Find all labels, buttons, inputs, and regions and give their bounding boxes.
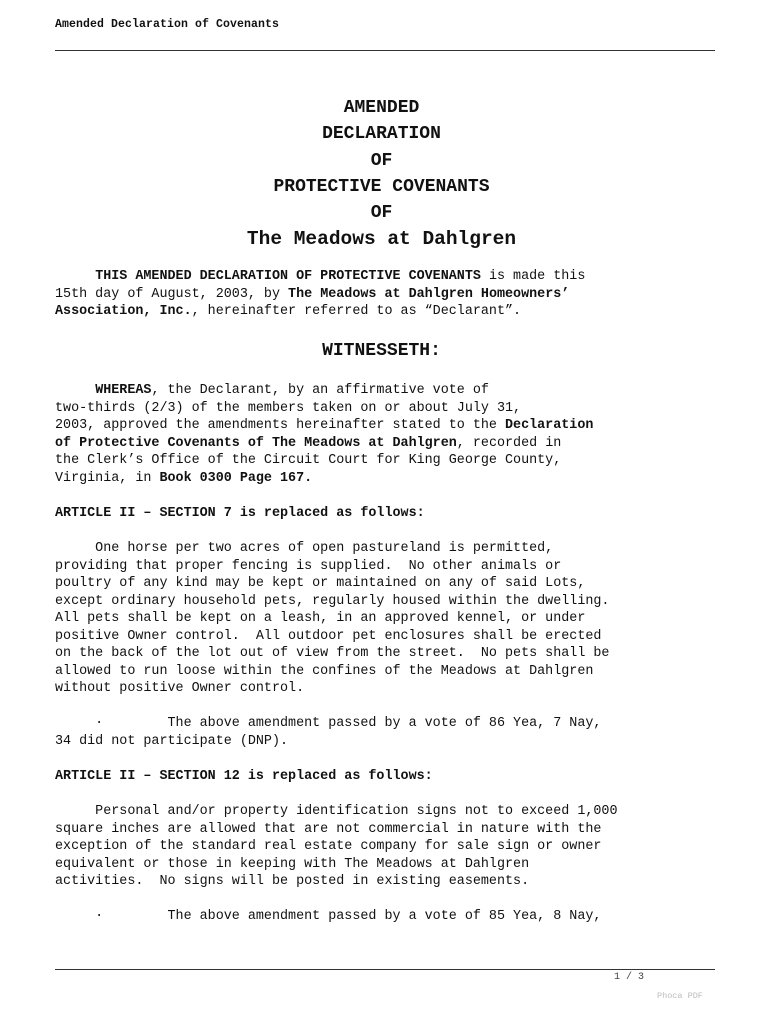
title-line-declaration: DECLARATION [322, 124, 441, 145]
witnesseth-heading: WITNESSETH: [322, 341, 441, 361]
article-12-body: Personal and/or property identification signs not to exceed 1,000 square inches are allowed that are not commercial in nature with the exception of the standard real estate company for sale sign or owner equivalent or those in keeping with The Meadows at Dahlgren activities. No signs will be posted in existing easements. [55, 804, 618, 889]
whereas-bold: WHEREAS [95, 383, 152, 398]
header-divider [55, 50, 715, 51]
article-7-vote: · The above amendment passed by a vote of 86 Yea, 7 Nay, 34 did not participate (DNP). [55, 716, 602, 749]
page-number: 1 / 3 [614, 972, 645, 983]
footer-brand-link[interactable]: Phoca PDF [657, 991, 703, 1001]
article-12-heading: ARTICLE II – SECTION 12 is replaced as follows: [55, 769, 433, 784]
title-line-protective-covenants: PROTECTIVE COVENANTS [273, 176, 490, 197]
intro-bold-hoa: The Meadows at Dahlgren Homeowners’ Association, Inc. [55, 286, 570, 319]
whereas-bold-book: Book 0300 Page 167. [159, 470, 313, 486]
whereas-paragraph [55, 382, 715, 487]
intro-bold-lead: THIS AMENDED DECLARATION OF PROTECTIVE COVENANTS [95, 269, 481, 284]
article-7-body: One horse per two acres of open pastureland is permitted, providing that proper fencing is supplied. No other animals or poultry of any kind may be kept or maintained on any of said Lots, except ordinary household pets, regularly housed within the dwelling. All pets shall be kept on a leash, in an approved kennel, or under positive Owner control. All outdoor pet enclosures shall be erected on the back of the lot out of view from the street. No pets shall be allowed to run loose within the confines of the Meadows at Dahlgren without positive Owner control. [55, 541, 610, 696]
article-12-vote: · The above amendment passed by a vote of 85 Yea, 8 Nay, [55, 909, 602, 924]
whereas-bold-declaration: Declaration of Protective Covenants of The Meadows at Dahlgren [55, 418, 594, 451]
whereas-text-1: , the Declarant, by an affirmative vote of two-thirds (2/3) of the members taken on or about July 31, 2003, approved the amendments hereinafter stated to the [55, 383, 522, 433]
article-7-heading: ARTICLE II – SECTION 7 is replaced as follows: [55, 506, 425, 521]
title-line-amended: AMENDED [343, 98, 420, 118]
document-title [55, 95, 708, 253]
footer-divider [55, 969, 715, 970]
intro-paragraph [55, 268, 715, 321]
document-header-title: Amended Declaration of Covenants [55, 18, 280, 31]
intro-text-2: , hereinafter referred to as “Declarant”. [191, 304, 522, 319]
title-line-of-2: OF [370, 203, 393, 224]
whereas-text-2: , recorded in the Clerk’s Office of the Circuit Court for King George County, Virginia, in [55, 435, 562, 486]
title-line-of: OF [370, 150, 393, 171]
title-line-meadows: The Meadows at Dahlgren [246, 228, 517, 251]
intro-text-1: is made this 15th day of August, 2003, by [55, 269, 586, 302]
